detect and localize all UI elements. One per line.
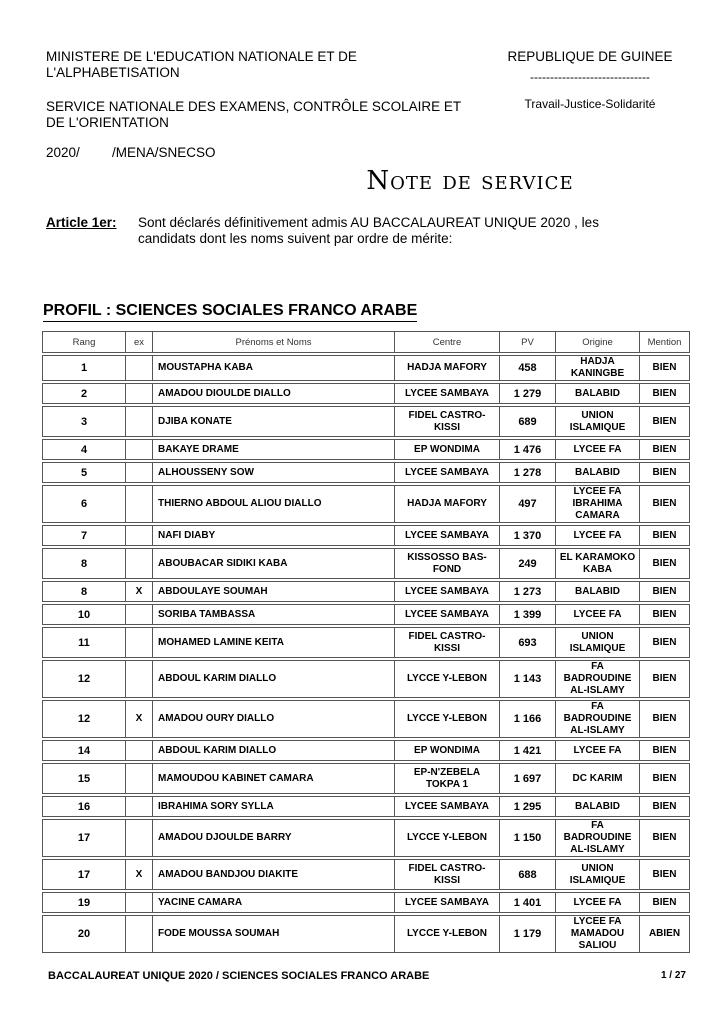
cell-pv: 689 xyxy=(500,407,556,437)
table-row xyxy=(43,384,690,404)
cell-mention: BIEN xyxy=(640,628,690,658)
cell-pv: 1 278 xyxy=(500,463,556,483)
cell-name: DJIBA KONATE xyxy=(153,407,395,437)
cell-centre: FIDEL CASTRO-KISSI xyxy=(395,407,500,437)
cell-ex xyxy=(126,741,153,761)
table-row xyxy=(43,661,690,698)
cell-origine: LYCEE FA xyxy=(556,526,640,546)
cell-pv: 688 xyxy=(500,860,556,890)
cell-rang: 19 xyxy=(43,893,126,913)
table-row xyxy=(43,797,690,817)
cell-rang: 14 xyxy=(43,741,126,761)
cell-ex xyxy=(126,628,153,658)
cell-origine: BALABID xyxy=(556,797,640,817)
cell-origine: FA BADROUDINE AL-ISLAMY xyxy=(556,820,640,857)
cell-rang: 1 xyxy=(43,356,126,381)
cell-ex: X xyxy=(126,860,153,890)
cell-origine: BALABID xyxy=(556,384,640,404)
cell-rang: 12 xyxy=(43,661,126,698)
cell-pv: 1 421 xyxy=(500,741,556,761)
table-row xyxy=(43,582,690,602)
cell-pv: 1 179 xyxy=(500,916,556,953)
reference-code: /MENA/SNECSO xyxy=(112,145,216,160)
cell-pv: 1 279 xyxy=(500,384,556,404)
cell-origine: DC KARIM xyxy=(556,764,640,794)
cell-centre: EP WONDIMA xyxy=(395,440,500,460)
table-row xyxy=(43,860,690,890)
cell-origine: LYCEE FA xyxy=(556,893,640,913)
cell-origine: FA BADROUDINE AL-ISLAMY xyxy=(556,701,640,738)
cell-name: AMADOU OURY DIALLO xyxy=(153,701,395,738)
cell-ex xyxy=(126,916,153,953)
cell-pv: 1 370 xyxy=(500,526,556,546)
cell-centre: LYCCE Y-LEBON xyxy=(395,701,500,738)
cell-centre: FIDEL CASTRO-KISSI xyxy=(395,860,500,890)
cell-mention: BIEN xyxy=(640,582,690,602)
column-header-pv: PV xyxy=(500,332,556,353)
article-text: Sont déclarés définitivement admis AU BACCALAUREAT UNIQUE 2020 , les candidats dont les noms suivent par ordre de mérite: xyxy=(138,215,599,246)
cell-origine: BALABID xyxy=(556,582,640,602)
cell-ex xyxy=(126,526,153,546)
cell-ex xyxy=(126,797,153,817)
table-row xyxy=(43,916,690,953)
cell-pv: 1 273 xyxy=(500,582,556,602)
cell-mention: ABIEN xyxy=(640,916,690,953)
table-row xyxy=(43,820,690,857)
cell-ex xyxy=(126,384,153,404)
cell-name: SORIBA TAMBASSA xyxy=(153,605,395,625)
cell-pv: 1 476 xyxy=(500,440,556,460)
cell-name: MAMOUDOU KABINET CAMARA xyxy=(153,764,395,794)
cell-mention: BIEN xyxy=(640,820,690,857)
cell-rang: 3 xyxy=(43,407,126,437)
cell-rang: 20 xyxy=(43,916,126,953)
cell-ex xyxy=(126,661,153,698)
table-row xyxy=(43,764,690,794)
column-header-origine: Origine xyxy=(556,332,640,353)
national-motto: Travail-Justice-Solidarité xyxy=(524,97,656,111)
column-header-centre: Centre xyxy=(395,332,500,353)
cell-name: ABOUBACAR SIDIKI KABA xyxy=(153,549,395,579)
cell-pv: 1 295 xyxy=(500,797,556,817)
table-row xyxy=(43,701,690,738)
cell-name: ABDOULAYE SOUMAH xyxy=(153,582,395,602)
header-separator: ------------------------------ xyxy=(530,70,650,84)
cell-centre: HADJA MAFORY xyxy=(395,356,500,381)
cell-centre: LYCEE SAMBAYA xyxy=(395,582,500,602)
cell-ex xyxy=(126,605,153,625)
cell-mention: BIEN xyxy=(640,549,690,579)
cell-centre: LYCEE SAMBAYA xyxy=(395,797,500,817)
table-row xyxy=(43,741,690,761)
cell-centre: LYCEE SAMBAYA xyxy=(395,605,500,625)
cell-ex xyxy=(126,440,153,460)
cell-ex xyxy=(126,463,153,483)
cell-origine: LYCEE FA MAMADOU SALIOU xyxy=(556,916,640,953)
cell-rang: 7 xyxy=(43,526,126,546)
column-header-mention: Mention xyxy=(640,332,690,353)
cell-rang: 8 xyxy=(43,549,126,579)
cell-rang: 17 xyxy=(43,860,126,890)
article-label: Article 1er: xyxy=(46,215,117,230)
cell-name: AMADOU DIOULDE DIALLO xyxy=(153,384,395,404)
table-row xyxy=(43,407,690,437)
cell-centre: LYCEE SAMBAYA xyxy=(395,384,500,404)
cell-origine: HADJA KANINGBE xyxy=(556,356,640,381)
page-number: 1 / 27 xyxy=(660,970,686,981)
cell-pv: 1 143 xyxy=(500,661,556,698)
cell-pv: 497 xyxy=(500,486,556,523)
cell-mention: BIEN xyxy=(640,407,690,437)
column-header-rang: Rang xyxy=(43,332,126,353)
cell-origine: LYCEE FA xyxy=(556,741,640,761)
cell-pv: 249 xyxy=(500,549,556,579)
cell-centre: EP-N'ZEBELA TOKPA 1 xyxy=(395,764,500,794)
table-row xyxy=(43,526,690,546)
cell-name: IBRAHIMA SORY SYLLA xyxy=(153,797,395,817)
cell-mention: BIEN xyxy=(640,661,690,698)
table-row xyxy=(43,628,690,658)
cell-name: AMADOU BANDJOU DIAKITE xyxy=(153,860,395,890)
cell-pv: 693 xyxy=(500,628,556,658)
cell-ex xyxy=(126,893,153,913)
cell-ex xyxy=(126,356,153,381)
cell-centre: LYCCE Y-LEBON xyxy=(395,916,500,953)
table-row xyxy=(43,463,690,483)
cell-centre: LYCCE Y-LEBON xyxy=(395,820,500,857)
cell-origine: UNION ISLAMIQUE xyxy=(556,860,640,890)
cell-ex xyxy=(126,820,153,857)
table-row xyxy=(43,605,690,625)
cell-origine: LYCEE FA IBRAHIMA CAMARA xyxy=(556,486,640,523)
cell-rang: 15 xyxy=(43,764,126,794)
cell-mention: BIEN xyxy=(640,526,690,546)
column-header-ex: ex xyxy=(126,332,153,353)
header-left xyxy=(46,49,476,161)
cell-origine: LYCEE FA xyxy=(556,605,640,625)
cell-pv: 458 xyxy=(500,356,556,381)
cell-name: AMADOU DJOULDE BARRY xyxy=(153,820,395,857)
cell-centre: EP WONDIMA xyxy=(395,741,500,761)
reference-number xyxy=(46,145,476,161)
table-row xyxy=(43,893,690,913)
cell-ex xyxy=(126,549,153,579)
cell-mention: BIEN xyxy=(640,701,690,738)
cell-rang: 2 xyxy=(43,384,126,404)
footer-title: BACCALAUREAT UNIQUE 2020 / SCIENCES SOCIALES FRANCO ARABE xyxy=(48,970,430,982)
cell-name: ALHOUSSENY SOW xyxy=(153,463,395,483)
table-row xyxy=(43,356,690,381)
cell-origine: BALABID xyxy=(556,463,640,483)
cell-mention: BIEN xyxy=(640,463,690,483)
cell-rang: 12 xyxy=(43,701,126,738)
cell-mention: BIEN xyxy=(640,440,690,460)
cell-pv: 1 150 xyxy=(500,820,556,857)
cell-ex: X xyxy=(126,582,153,602)
cell-centre: LYCEE SAMBAYA xyxy=(395,526,500,546)
profile-heading: PROFIL : SCIENCES SOCIALES FRANCO ARABE xyxy=(43,302,417,322)
cell-name: FODE MOUSSA SOUMAH xyxy=(153,916,395,953)
document-title: Note de service xyxy=(366,166,574,196)
cell-rang: 6 xyxy=(43,486,126,523)
cell-rang: 16 xyxy=(43,797,126,817)
header-right xyxy=(492,49,688,112)
cell-ex xyxy=(126,486,153,523)
cell-name: BAKAYE DRAME xyxy=(153,440,395,460)
cell-pv: 1 401 xyxy=(500,893,556,913)
cell-name: NAFI DIABY xyxy=(153,526,395,546)
cell-mention: BIEN xyxy=(640,860,690,890)
cell-centre: LYCEE SAMBAYA xyxy=(395,463,500,483)
cell-pv: 1 399 xyxy=(500,605,556,625)
table-row xyxy=(43,486,690,523)
cell-origine: UNION ISLAMIQUE xyxy=(556,628,640,658)
cell-name: ABDOUL KARIM DIALLO xyxy=(153,741,395,761)
cell-centre: LYCEE SAMBAYA xyxy=(395,893,500,913)
cell-mention: BIEN xyxy=(640,893,690,913)
cell-ex xyxy=(126,764,153,794)
cell-rang: 17 xyxy=(43,820,126,857)
cell-mention: BIEN xyxy=(640,764,690,794)
table-row xyxy=(43,440,690,460)
cell-origine: LYCEE FA xyxy=(556,440,640,460)
cell-ex xyxy=(126,407,153,437)
cell-mention: BIEN xyxy=(640,356,690,381)
column-header-name: Prénoms et Noms xyxy=(153,332,395,353)
cell-name: THIERNO ABDOUL ALIOU DIALLO xyxy=(153,486,395,523)
cell-name: MOHAMED LAMINE KEITA xyxy=(153,628,395,658)
table-header-row xyxy=(43,332,690,353)
cell-centre: KISSOSSO BAS-FOND xyxy=(395,549,500,579)
cell-centre: LYCCE Y-LEBON xyxy=(395,661,500,698)
cell-rang: 4 xyxy=(43,440,126,460)
cell-rang: 8 xyxy=(43,582,126,602)
reference-year: 2020/ xyxy=(46,145,80,160)
cell-mention: BIEN xyxy=(640,741,690,761)
cell-ex: X xyxy=(126,701,153,738)
table-body xyxy=(43,353,690,953)
cell-name: ABDOUL KARIM DIALLO xyxy=(153,661,395,698)
cell-mention: BIEN xyxy=(640,384,690,404)
cell-origine: EL KARAMOKO KABA xyxy=(556,549,640,579)
cell-mention: BIEN xyxy=(640,797,690,817)
cell-name: YACINE CAMARA xyxy=(153,893,395,913)
republic-name: REPUBLIQUE DE GUINEE xyxy=(507,49,673,64)
cell-origine: FA BADROUDINE AL-ISLAMY xyxy=(556,661,640,698)
cell-centre: HADJA MAFORY xyxy=(395,486,500,523)
cell-origine: UNION ISLAMIQUE xyxy=(556,407,640,437)
cell-mention: BIEN xyxy=(640,605,690,625)
cell-pv: 1 166 xyxy=(500,701,556,738)
cell-name: MOUSTAPHA KABA xyxy=(153,356,395,381)
ministry-name: MINISTERE DE L'EDUCATION NATIONALE ET DE L'ALPHABETISATION xyxy=(46,49,357,80)
cell-rang: 10 xyxy=(43,605,126,625)
cell-pv: 1 697 xyxy=(500,764,556,794)
cell-rang: 11 xyxy=(43,628,126,658)
cell-centre: FIDEL CASTRO-KISSI xyxy=(395,628,500,658)
table-row xyxy=(43,549,690,579)
cell-rang: 5 xyxy=(43,463,126,483)
cell-mention: BIEN xyxy=(640,486,690,523)
service-name: SERVICE NATIONALE DES EXAMENS, CONTRÔLE SCOLAIRE ET DE L'ORIENTATION xyxy=(46,99,461,130)
results-table xyxy=(42,331,690,953)
